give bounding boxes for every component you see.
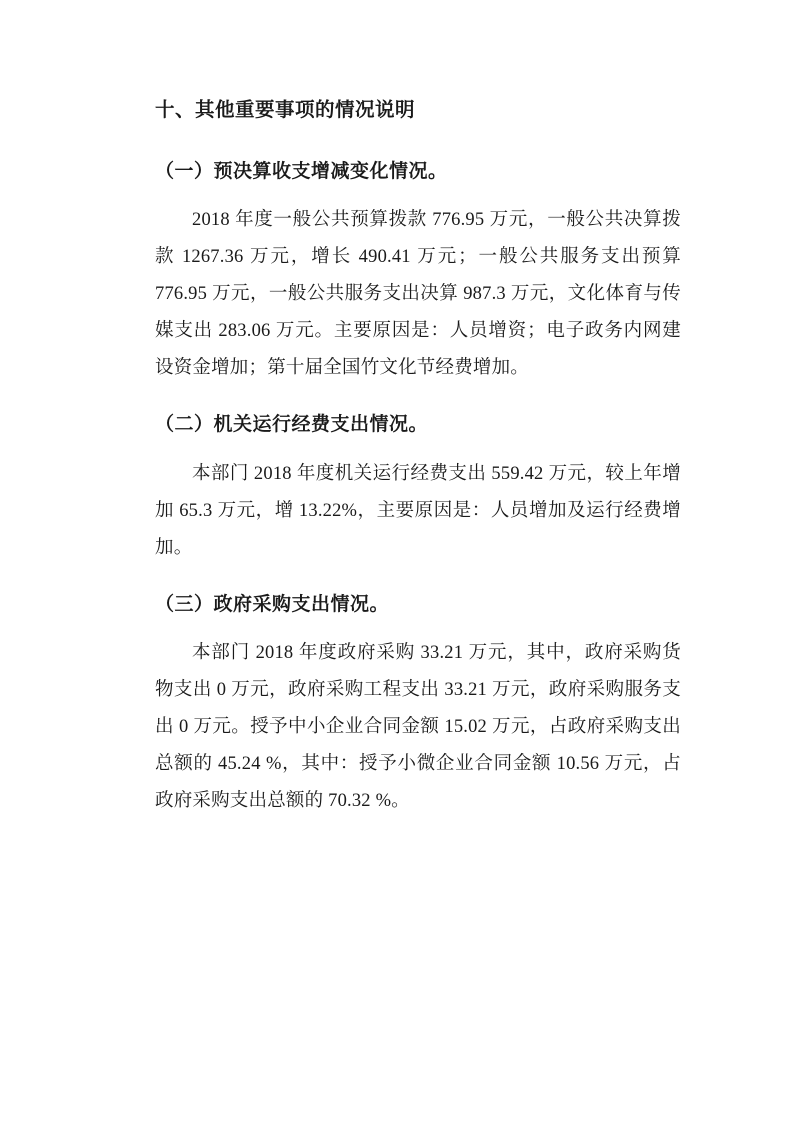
- section-heading-1: （一）预决算收支增减变化情况。: [155, 161, 448, 183]
- document-section-3: [155, 589, 681, 820]
- document-section-2: [155, 409, 681, 566]
- document-section-1: [155, 156, 681, 387]
- section-paragraph-2-1: 本部门 2018 年度机关运行经费支出 559.42 万元，较上年增加 65.3 万元，增 13.22%，主要原因是：人员增加及运行经费增加。: [155, 463, 681, 558]
- section-heading-3: （三）政府采购支出情况。: [155, 593, 390, 615]
- page-title: 十、其他重要事项的情况说明: [155, 100, 416, 121]
- section-paragraph-1-1: 2018 年度一般公共预算拨款 776.95 万元，一般公共决算拨款 1267.36 万元，增长 490.41 万元；一般公共服务支出预算 776.95 万元，一般公共服务支出决算 987.3 万元，文化体育与传媒支出 283.06 万元。主要原因是：人员增资；电子政务内网建设资金增加；第十届全国竹文化节经费增加。: [155, 210, 681, 379]
- section-paragraph-3-1: 本部门 2018 年度政府采购 33.21 万元，其中，政府采购货物支出 0 万元，政府采购工程支出 33.21 万元，政府采购服务支出 0 万元。授予中小企业合同金额 15.02 万元，占政府采购支出总额的 45.24 %，其中：授予小微企业合同金额 10.56 万元，占政府采购支出总额的 70.32 %。: [155, 643, 681, 812]
- section-heading-2: （二）机关运行经费支出情况。: [155, 414, 429, 436]
